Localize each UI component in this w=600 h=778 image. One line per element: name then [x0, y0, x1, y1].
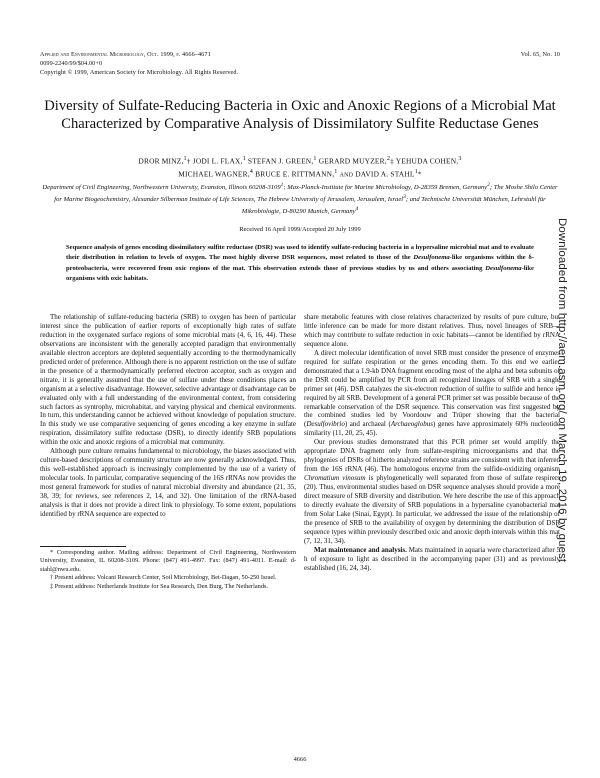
left-column: [40, 313, 296, 519]
copyright-line: Copyright © 1999, American Society for Microbiology. All Rights Reserved.: [40, 69, 239, 76]
volume-number: Vol. 65, No. 10: [520, 51, 560, 58]
paragraph: Our previous studies demonstrated that this PCR primer set would amplify the appropriate DNA fragment only from sulfate-respiring microorganisms and that the phylogenies of DSRs of hitherto analyzed reference strains are consistent with that inferred from the 16S rRNA (46). The homologous enzyme from the sulfide-oxidizing organism Chromatium vinosum is phylogenetically well separated from those of sulfate respirers (20). Thus, environmental studies based on DSR sequence analyses should provide a more direct measure of SRB diversity and distribution. We here describe the use of this approach to directly evaluate the diversity of SRB populations in a hypersaline cyanobacterial mat from Solar Lake (Sinai, Egypt). In particular, we addressed the issue of the relationship of the presence of SRB to the availability of oxygen by determining the distribution of DSR sequence types within previously described oxic and anoxic depth intervals within this mat (7, 12, 31, 34).: [304, 438, 560, 545]
footnote-present-address-1: † Present address: Volcani Research Center, Soil Microbiology, Bet-Dagan, 50-250 Israel.: [50, 574, 277, 582]
download-sidebar: [556, 218, 576, 778]
paragraph: Mat maintenance and analysis. Mats maintained in aquaria were characterized after 5 h of exposure to light as described in the accompanying paper (31) and as previously established (16, 24, 34).: [304, 545, 560, 572]
footnote-corresponding-author: * Corresponding author. Mailing address: Department of Civil Engineering, Northwestern University, Evanston, IL 60208-3109. Phone: (847) 491-4997. Fax: (847) 491-4011. E-mail: d-stahl@nwu.edu.: [40, 549, 296, 573]
received-accepted-dates: Received 16 April 1999/Accepted 20 July 1999: [239, 226, 361, 233]
download-note[interactable]: Downloaded from http://aem.asm.org/ on March 19, 2016 by guest: [556, 218, 568, 563]
affiliations: Department of Civil Engineering, Northwestern University, Evanston, Illinois 60208-3109$^1$; Max-Planck-Institute for Marine Microbiology, D-28359 Bremen, Germany$^2$; The Moshe Shilo Center for Marine Biogeochemistry, Alexander Silberman Institute of Life Sciences, The Hebrew University of Jerusalem, Jerusalem, Israel$^3$; and Technische Universität München, Lehrstuhl für Mikrobiologie, D-80290 Munich, Germany$^4$: [42, 182, 558, 215]
issn-line: 0099-2240/99/$04.00+0: [40, 60, 103, 67]
footnotes: [40, 549, 296, 591]
author-line-1: DROR MINZ,$^1$† JODI L. FLAX,$^1$ STEFAN J. GREEN,$^1$ GERARD MUYZER,$^2$‡ YEHUDA COHEN,$^3$: [138, 156, 462, 166]
abstract: Sequence analysis of genes encoding dissimilatory sulfite reductase (DSR) was used to identify sulfate-reducing bacteria in a hypersaline microbial mat and to evaluate their distribution in relation to levels of oxygen. The most highly diverse DSR sequences, most related to those of the Desulfonema-like organisms within the δ-proteobacteria, were recovered from oxic regions of the mat. This observation extends those of previous studies by us and others associating Desulfonema-like organisms with oxic habitats.: [66, 244, 534, 283]
right-column: [304, 313, 560, 573]
footnote-present-address-2: ‡ Present address: Netherlands Institute for Sea Research, Den Burg, The Netherlands.: [50, 582, 268, 590]
page-number: 4666: [293, 756, 307, 763]
footnote-rule: [40, 546, 126, 547]
paragraph: Although pure culture remains fundamental to microbiology, the biases associated with culture-based descriptions of community structure are now generally acknowledged. Thus, this well-established approach is increasingly complemented by the use of a variety of molecular tools. In particular, comparative sequencing of the 16S rRNAs now provides the most general framework for studies of natural microbial diversity and abundance (21, 35, 38, 39; for reviews, see references 2, 14, and 32). One limitation of the rRNA-based analysis is that it does not provide a direct link to physiology. To some extent, populations identified by rRNA sequence are expected to: [40, 447, 296, 518]
paragraph: share metabolic features with close relatives characterized by results of pure culture, but little inference can be made for more distant relatives. Thus, novel lineages of SRB—which may contribute to sulfate reduction in oxic habitats—cannot be identified by rRNA sequence alone.: [304, 313, 560, 348]
author-list: [40, 154, 560, 182]
paragraph: The relationship of sulfate-reducing bacteria (SRB) to oxygen has been of particular interest since the publication of earlier reports of exceptionally high rates of sulfate reduction in the oxygenated surface regions of some microbial mats (4, 6, 16, 44). These observations are inconsistent with the generally accepted paradigm that environmentally available electron acceptors are depleted sequentially according to the thermodynamically predicted order of preference. Although there is no apparent restriction on the use of sulfate in the presence of a thermodynamically preferred electron acceptor, such as oxygen and nitrate, it is generally assumed that the use of sulfate under these conditions places an organism at a selective disadvantage. However, selective advantage or disadvantage can be evaluated only with a full understanding of the environmental context, from considering such factors as syntrophy, microhabitat, and varying physical and chemical environments. In turn, this understanding cannot be achieved without knowledge of population structure. In this study we use comparative sequencing of genes encoding a key enzyme in sulfate respiration, dissimilatory sulfite reductase (DSR), to directly identify SRB populations within the oxic and anoxic regions of a microbial mat community.: [40, 313, 296, 447]
article-title: Diversity of Sulfate-Reducing Bacteria in Oxic and Anoxic Regions of a Microbial Mat Characterized by Comparative Analysis of Dissimilatory Sulfite Reductase Genes: [44, 98, 556, 132]
journal-citation: Applied and Environmental Microbiology, Oct. 1999, p. 4666–4671: [40, 51, 211, 58]
paragraph: A direct molecular identification of novel SRB must consider the presence of enzymes required for sulfate respiration or the genes encoding them. To this end we earlier demonstrated that a 1.9-kb DNA fragment encoding most of the alpha and beta subunits of the DSR could be amplified by PCR from all recognized lineages of SRB with a single primer set (46). DSR catalyzes the six-electron reduction of sulfite to sulfide and hence is required by all SRB. Development of a general PCR primer set was possible because of the remarkable conservation of the DSR sequence. This conservation was first suggested by the combined studies led by Voordouw and Trüper showing that the bacterial (Desulfovibrio) and archaeal (Archaeoglobus) genes have approximately 60% nucleotide similarity (11, 20, 25, 45).: [304, 348, 560, 438]
author-line-2: MICHAEL WAGNER,$^4$ BRUCE E. RITTMANN,$^1$ AND DAVID A. STAHL$^1$*: [178, 168, 422, 179]
